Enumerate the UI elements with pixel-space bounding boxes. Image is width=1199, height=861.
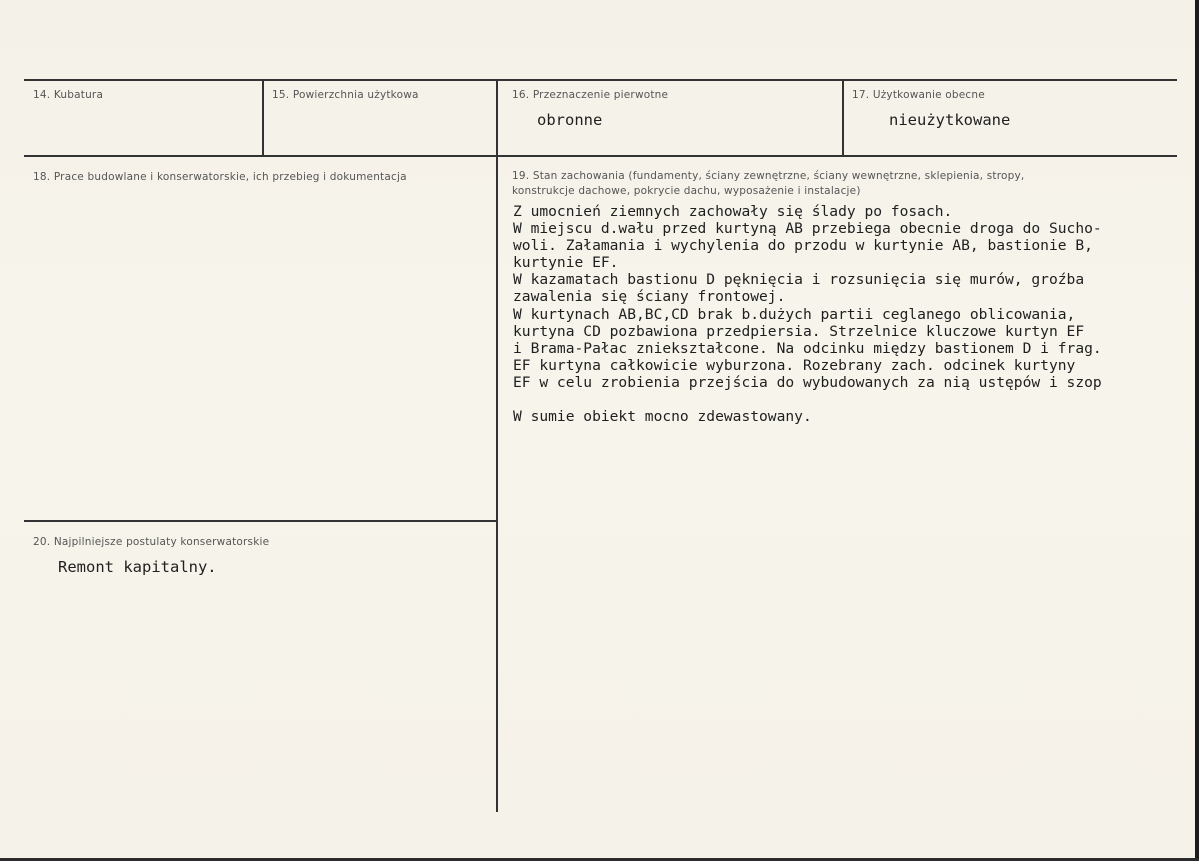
field-19-line: i Brama-Pałac zniekształcone. Na odcinku między bastionem D i frag. bbox=[513, 339, 1102, 357]
field-19-label: 19. Stan zachowania (fundamenty, ściany zewnętrzne, ściany wewnętrzne, sklepienia, stropy, bbox=[512, 170, 1025, 182]
field-16-value: obronne bbox=[537, 111, 603, 129]
field-16-label: 16. Przeznaczenie pierwotne bbox=[512, 89, 669, 101]
field-19-line: kurtyna CD pozbawiona przedpiersia. Strzelnice kluczowe kurtyn EF bbox=[513, 322, 1085, 340]
field-19-line: W kurtynach AB,BC,CD brak b.dużych partii ceglanego oblicowania, bbox=[513, 305, 1076, 323]
field-19-line: woli. Załamania i wychylenia do przodu w kurtynie AB, bastionie B, bbox=[513, 237, 1093, 255]
field-19-line: W kazamatach bastionu D pęknięcia i rozsunięcia się murów, groźba bbox=[513, 271, 1085, 289]
section-rule bbox=[24, 520, 497, 522]
field-19-line: zawalenia się ściany frontowej. bbox=[513, 288, 786, 306]
field-19-line: W sumie obiekt mocno zdewastowany. bbox=[513, 408, 812, 426]
field-17-value: nieużytkowane bbox=[889, 111, 1011, 129]
field-19-line: kurtynie EF. bbox=[513, 254, 619, 272]
field-20-value: Remont kapitalny. bbox=[58, 558, 217, 576]
field-19-line: EF kurtyna całkowicie wyburzona. Rozebrany zach. odcinek kurtyny bbox=[513, 356, 1076, 374]
field-14-label: 14. Kubatura bbox=[33, 89, 104, 101]
col-rule-3 bbox=[842, 80, 844, 156]
field-19-line: EF w celu zrobienia przejścia do wybudowanych za nią ustępów i szop bbox=[513, 373, 1102, 391]
field-15-label: 15. Powierzchnia użytkowa bbox=[272, 89, 419, 101]
field-18-label: 18. Prace budowlane i konserwatorskie, ich przebieg i dokumentacja bbox=[33, 171, 407, 183]
col-rule-1 bbox=[262, 80, 264, 156]
field-19-label-cont: konstrukcje dachowe, pokrycie dachu, wyposażenie i instalacje) bbox=[512, 185, 861, 197]
scan-edge-right bbox=[1195, 0, 1199, 861]
field-19-text bbox=[513, 203, 1102, 425]
field-20-label: 20. Najpilniejsze postulaty konserwatorskie bbox=[33, 536, 270, 548]
field-19-line: Z umocnień ziemnych zachowały się ślady po fosach. bbox=[513, 203, 953, 220]
field-17-label: 17. Użytkowanie obecne bbox=[852, 89, 985, 101]
field-19-line: W miejscu d.wału przed kurtyną AB przebiega obecnie droga do Sucho- bbox=[513, 220, 1102, 238]
col-rule-2 bbox=[496, 80, 498, 812]
row-rule bbox=[24, 155, 1177, 157]
top-rule bbox=[24, 79, 1177, 81]
